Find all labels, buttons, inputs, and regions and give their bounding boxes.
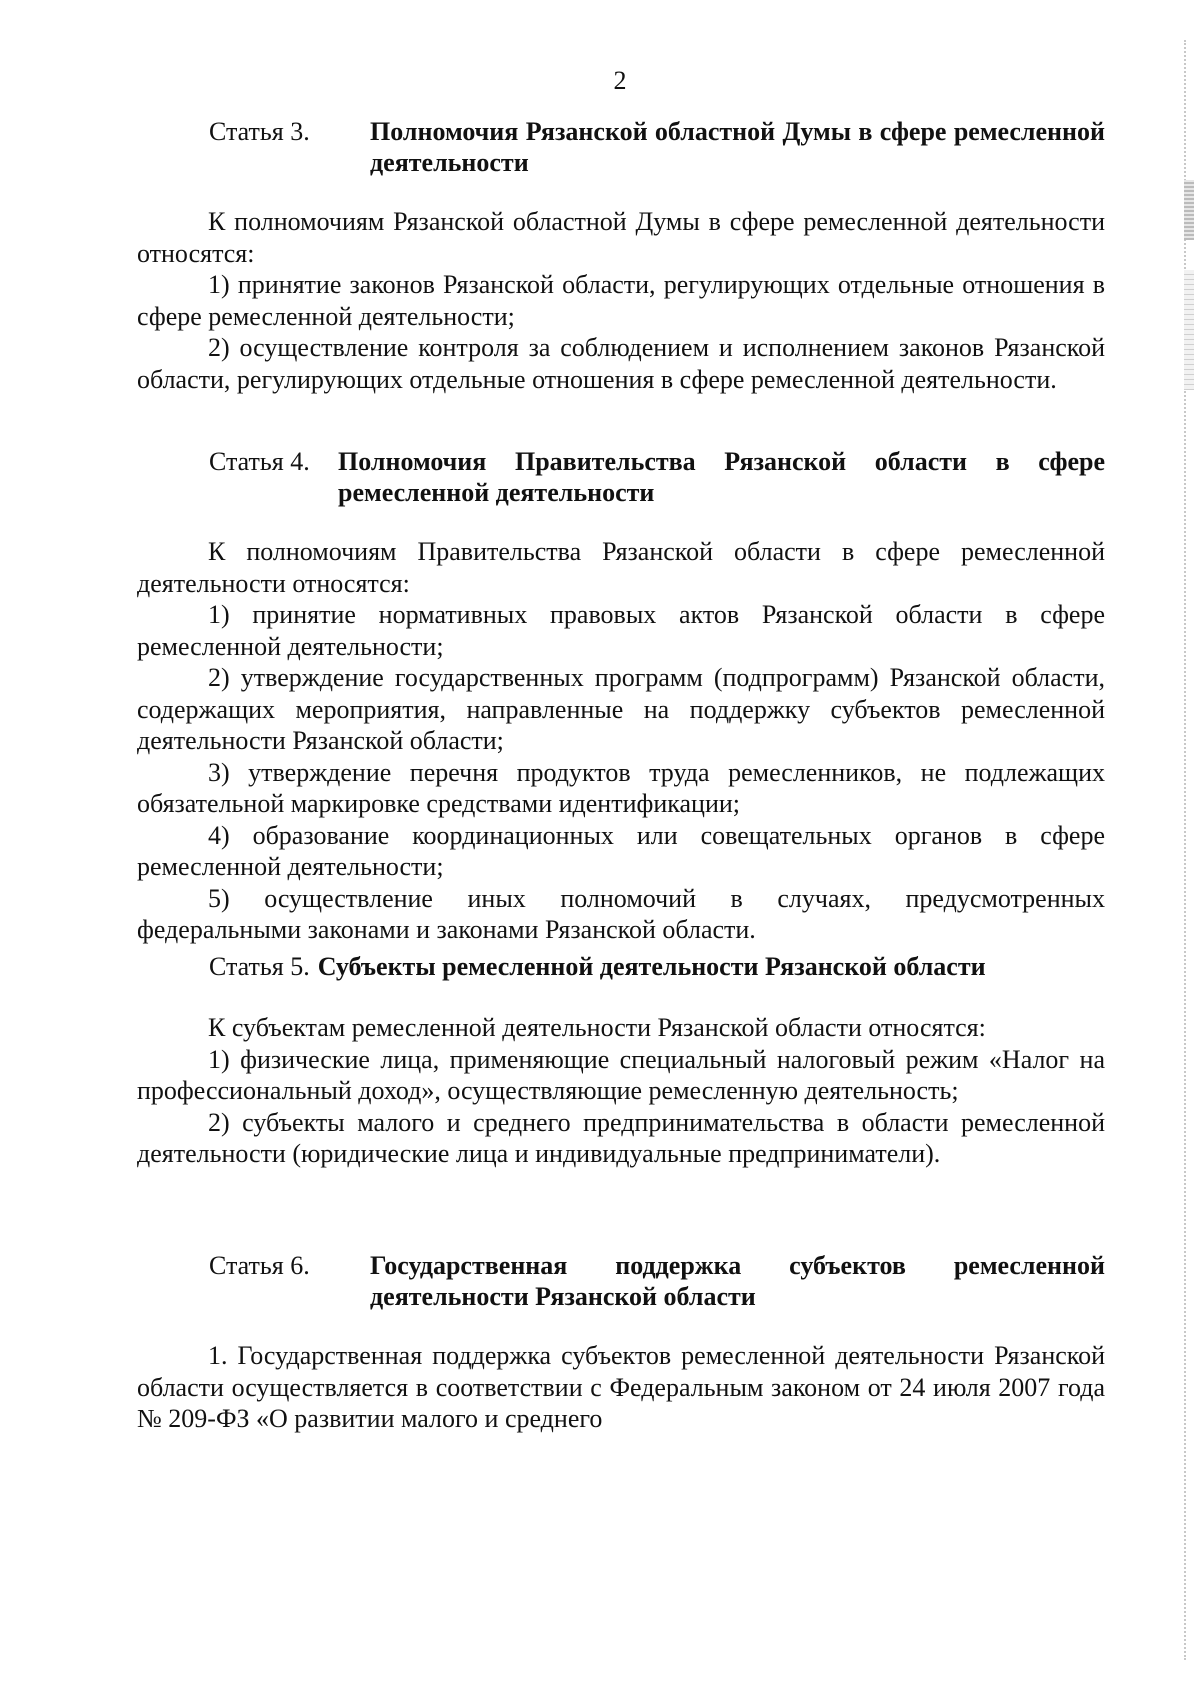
article-4-heading	[137, 446, 1105, 508]
list-item: 2) субъекты малого и среднего предпринимательства в области ремесленной деятельности (юридические лица и индивидуальные предприниматели).	[137, 1107, 1105, 1168]
article-5-body	[137, 1012, 1105, 1170]
article-3-heading	[137, 116, 1105, 178]
list-item: 1) принятие законов Рязанской области, регулирующих отдельные отношения в сфере ремесленной деятельности;	[137, 270, 1105, 331]
list-item: 1) принятие нормативных правовых актов Рязанской области в сфере ремесленной деятельности;	[137, 600, 1105, 661]
scan-artifact	[1184, 270, 1194, 390]
list-item: 5) осуществление иных полномочий в случаях, предусмотренных федеральными законами и законами Рязанской области.	[137, 883, 1105, 944]
article-title: Полномочия Рязанской областной Думы в сфере ремесленной деятельности	[370, 117, 1105, 177]
list-item: 3) утверждение перечня продуктов труда ремесленников, не подлежащих обязательной маркировке средствами идентификации;	[137, 757, 1105, 818]
article-6-body	[137, 1340, 1105, 1435]
article-number: Статья 5.	[209, 952, 310, 981]
article-6-heading	[137, 1250, 1105, 1312]
article-title: Полномочия Правительства Рязанской области в сфере ремесленной деятельности	[338, 447, 1105, 507]
list-item: 1. Государственная поддержка субъектов ремесленной деятельности Рязанской области осуществляется в соответствии с Федеральным законом от 24 июля 2007 года № 209-ФЗ «О развитии малого и среднего	[137, 1341, 1105, 1433]
article-intro: К полномочиям Рязанской областной Думы в сфере ремесленной деятельности относятся:	[137, 207, 1105, 268]
list-item: 2) осуществление контроля за соблюдением и исполнением законов Рязанской области, регулирующих отдельные отношения в сфере ремесленной деятельности.	[137, 333, 1105, 394]
article-intro: К субъектам ремесленной деятельности Рязанской области относятся:	[208, 1013, 986, 1042]
article-number: Статья 4.	[209, 447, 310, 476]
article-number: Статья 3.	[209, 117, 310, 146]
list-item: 1) физические лица, применяющие специальный налоговый режим «Налог на профессиональный доход», осуществляющие ремесленную деятельность;	[137, 1044, 1105, 1105]
list-item: 2) утверждение государственных программ (подпрограмм) Рязанской области, содержащих мероприятия, направленные на поддержку субъектов ремесленной деятельности Рязанской области;	[137, 663, 1105, 755]
article-title: Субъекты ремесленной деятельности Рязанской области	[317, 952, 986, 981]
article-5-heading	[137, 951, 1105, 982]
article-number: Статья 6.	[209, 1251, 310, 1280]
scan-artifact	[1184, 180, 1194, 240]
article-intro: К полномочиям Правительства Рязанской области в сфере ремесленной деятельности относятся:	[137, 537, 1105, 598]
article-3-body	[137, 206, 1105, 395]
article-title: Государственная поддержка субъектов ремесленной деятельности Рязанской области	[370, 1251, 1105, 1311]
page-number: 2	[613, 66, 627, 95]
list-item: 4) образование координационных или совещательных органов в сфере ремесленной деятельности;	[137, 820, 1105, 881]
article-4-body	[137, 536, 1105, 946]
